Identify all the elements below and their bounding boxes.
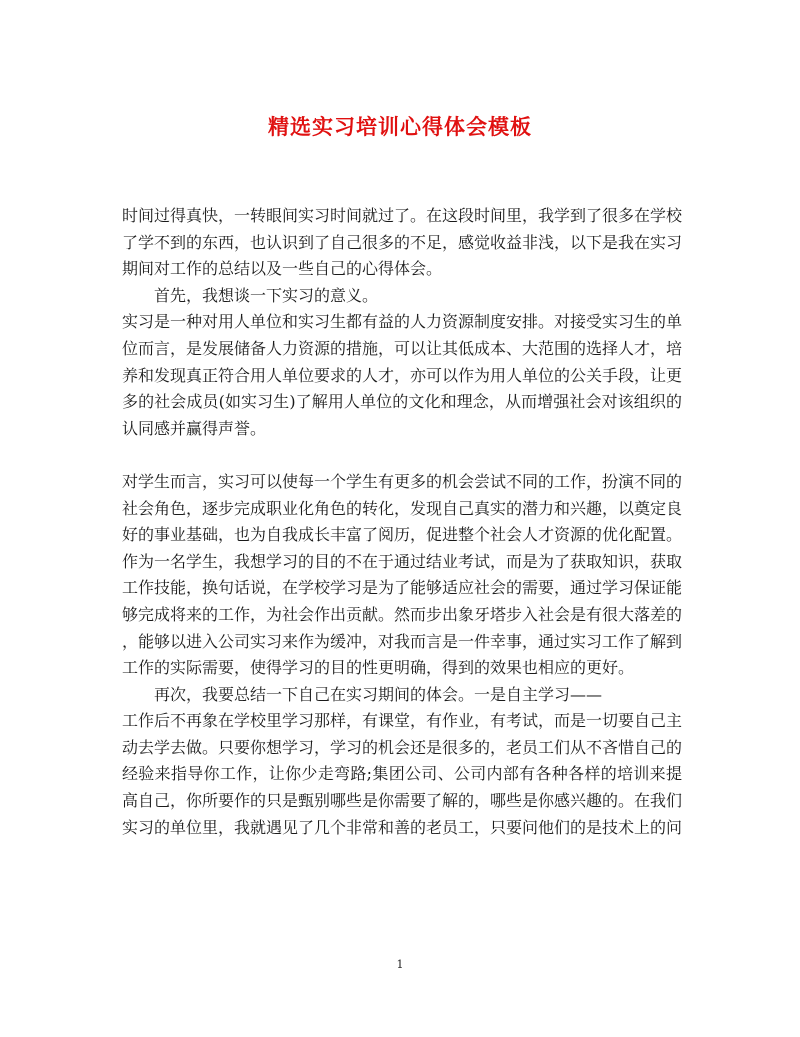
text-line: 实习是一种对用人单位和实习生都有益的人力资源制度安排。对接受实习生的单: [122, 312, 682, 332]
text-line: 认同感并赢得声誉。: [122, 418, 267, 438]
text-line: 作为一名学生，我想学习的目的不在于通过结业考试，而是为了获取知识，获取: [122, 551, 682, 571]
text-line: 够完成将来的工作，为社会作出贡献。然而步出象牙塔步入社会是有很大落差的: [122, 604, 682, 624]
text-line: 再次，我要总结一下自己在实习期间的体会。一是自主学习——: [154, 684, 603, 704]
page-number: 1: [396, 958, 404, 971]
text-line: 多的社会成员(如实习生)了解用人单位的文化和理念，从而增强社会对该组织的: [122, 392, 682, 412]
text-line: 首先，我想谈一下实习的意义。: [154, 285, 379, 305]
paragraph-gap: [122, 442, 682, 469]
document-body: [122, 203, 682, 841]
text-line: 实习的单位里，我就遇见了几个非常和善的老员工，只要问他们的是技术上的问: [122, 817, 682, 837]
text-line: 时间过得真快，一转眼间实习时间就过了。在这段时间里，我学到了很多在学校: [122, 206, 682, 225]
text-line: 工作的实际需要，使得学习的目的性更明确，得到的效果也相应的更好。: [122, 658, 635, 678]
text-line: ，能够以进入公司实习来作为缓冲，对我而言是一件幸事，通过实习工作了解到: [122, 631, 682, 651]
text-line: 社会角色，逐步完成职业化角色的转化，发现自己真实的潜力和兴趣，以奠定良: [122, 498, 682, 518]
text-line: 对学生而言，实习可以使每一个学生有更多的机会尝试不同的工作，扮演不同的: [122, 471, 682, 491]
text-line: 养和发现真正符合用人单位要求的人才，亦可以作为用人单位的公关手段，让更: [122, 365, 682, 385]
text-line: 经验来指导你工作，让你少走弯路;集团公司、公司内部有各种各样的培训来提: [122, 764, 682, 784]
text-line: 高自己，你所要作的只是甄别哪些是你需要了解的，哪些是你感兴趣的。在我们: [122, 791, 682, 811]
text-line: 工作技能，换句话说，在学校学习是为了能够适应社会的需要，通过学习保证能: [122, 578, 682, 598]
text-line: 好的事业基础，也为自我成长丰富了阅历，促进整个社会人才资源的优化配置。: [122, 525, 682, 545]
text-line: 位而言，是发展储备人力资源的措施，可以让其低成本、大范围的选择人才，培: [122, 338, 682, 358]
text-line: 期间对工作的总结以及一些自己的心得体会。: [122, 259, 443, 279]
text-line: 动去学去做。只要你想学习，学习的机会还是很多的，老员工们从不吝惜自己的: [122, 737, 682, 757]
document-title: 精选实习培训心得体会模板: [268, 114, 532, 139]
text-line: 工作后不再象在学校里学习那样，有课堂，有作业，有考试，而是一切要自己主: [122, 711, 682, 731]
text-line: 了学不到的东西，也认识到了自己很多的不足，感觉收益非浅，以下是我在实习: [122, 232, 682, 252]
